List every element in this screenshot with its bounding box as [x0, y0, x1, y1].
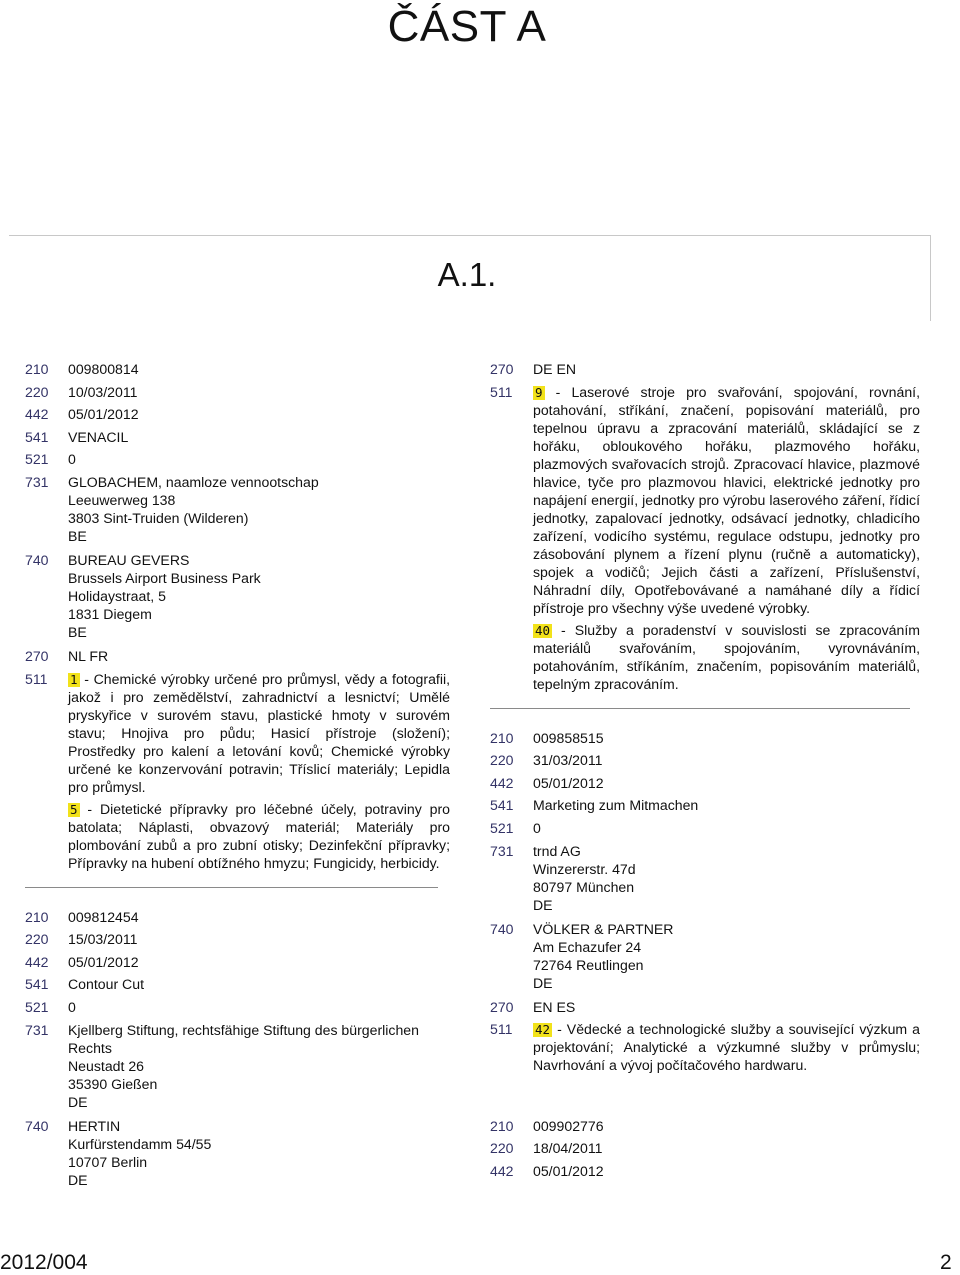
goods-services-list: [533, 383, 920, 693]
filing-date: 31/03/2011: [533, 752, 603, 769]
languages: NL FR: [68, 647, 109, 664]
address-line: DE: [68, 1171, 88, 1188]
trademark-entry: [25, 360, 450, 872]
field-code: 740: [25, 551, 49, 568]
address-line: VÖLKER & PARTNER: [533, 920, 674, 937]
filing-date: 18/04/2011: [533, 1140, 603, 1157]
entry-separator: [25, 887, 438, 888]
field-code: 541: [25, 428, 49, 445]
address-line: 80797 München: [533, 878, 635, 895]
applicant-address: [533, 842, 920, 914]
application-number: 009812454: [68, 908, 139, 925]
address-line: Leeuwerweg 138: [68, 491, 176, 508]
goods-services-list: [68, 670, 450, 872]
address-line: Am Echazufer 24: [533, 938, 642, 955]
field-code: 270: [25, 647, 49, 664]
address-line: DE: [533, 896, 553, 913]
representative-address: [533, 920, 920, 992]
field-code: 521: [25, 451, 49, 468]
mark-type: 0: [533, 819, 541, 836]
issue-number: 2012/004: [0, 1251, 88, 1274]
field-code: 740: [490, 920, 514, 937]
address-line: trnd AG: [533, 842, 581, 859]
address-line: DE: [68, 1093, 88, 1110]
field-code: 210: [490, 1117, 514, 1134]
representative-address: [68, 551, 450, 641]
address-line: Brussels Airport Business Park: [68, 569, 261, 586]
field-code: 740: [25, 1117, 49, 1134]
publication-date: 05/01/2012: [533, 774, 604, 791]
field-code: 442: [490, 774, 514, 791]
field-code: 731: [25, 1021, 49, 1038]
address-line: Holidaystraat, 5: [68, 587, 166, 604]
part-title: ČÁST A: [387, 2, 547, 51]
trademark-entry: [490, 729, 920, 1075]
field-code: 521: [490, 819, 514, 836]
languages: DE EN: [533, 361, 577, 377]
applicant-address: [68, 473, 450, 545]
field-code: 270: [490, 361, 514, 377]
field-code: 210: [25, 908, 49, 925]
mark-type: 0: [68, 451, 76, 468]
application-number: 009902776: [533, 1117, 604, 1134]
address-line: 10707 Berlin: [68, 1153, 148, 1170]
address-line: DE: [533, 974, 553, 991]
mark-text: VENACIL: [68, 428, 129, 445]
field-code: 270: [490, 998, 514, 1015]
address-line: HERTIN: [68, 1117, 121, 1134]
address-line: BE: [68, 623, 87, 640]
spacer: [490, 1079, 920, 1117]
field-code: 511: [25, 670, 48, 687]
address-line: GLOBACHEM, naamloze vennootschap: [68, 473, 319, 490]
field-code: 521: [25, 998, 49, 1015]
address-line: 35390 Gießen: [68, 1075, 158, 1092]
field-code: 220: [25, 383, 49, 400]
field-code: 442: [25, 953, 49, 970]
filing-date: 10/03/2011: [68, 383, 138, 400]
address-line: Neustadt 26: [68, 1057, 145, 1074]
address-line: Winzererstr. 47d: [533, 860, 636, 877]
right-column: [490, 360, 920, 1185]
left-column: [25, 360, 450, 1193]
application-number: 009800814: [68, 361, 139, 377]
field-code: 511: [490, 383, 513, 400]
address-line: BE: [68, 527, 87, 544]
class-description: - Dietetické přípravky pro léčebné účely, potraviny pro batolata; Náplasti, obvazový materiál; Materiály pro plombování zubů a pro zubní otisky; Dezinfekční přípravky; Přípravky na hubení obtížného hmyzu; Fungicidy, herbicidy.: [68, 800, 450, 871]
field-code: 210: [490, 729, 514, 746]
class-paragraph: [533, 1020, 920, 1074]
filing-date: 15/03/2011: [68, 931, 138, 948]
class-description: - Služby a poradenství v souvislosti se zpracováním materiálů svařováním, spojováním, vyrovnáváním, potahováním, stříkáním, značením, popisováním materiálů, tepelným zpracováním.: [533, 621, 920, 692]
mark-type: 0: [68, 998, 76, 1015]
field-code: 220: [25, 931, 49, 948]
class-description: - Laserové stroje pro svařování, spojování, rovnání, potahování, stříkání, značení, popisování materiálů, pro tepelnou úpravu a zpracování materiálů, skládající se z hořáku, obloukového hořáku, plazmového hořáku, plazmových svařovacích strojů. Zpracovací hlavice, plazmové hlavice, tyče pro plazmovou hlavici, elektrické jednotky pro napájení energií, jednotky pro výrobu laserového záření, řídicí jednotky, zapalovací jednotky, odsávací jednotky, chladicího zařízení, vodicího systému, regulace odstupu, jednotky pro zásobování plynem a řízení plynu (ručně a automaticky), spojek a vodičů; Jejich části a zařízení, Příslušenství, Náhradní díly, Opotřebovávané a namáhané díly a řídicí přístroje pro všechny výše uvedené výrobky.: [533, 383, 920, 616]
applicant-address: [68, 1021, 450, 1111]
field-code: 731: [25, 473, 49, 490]
publication-date: 05/01/2012: [533, 1162, 604, 1179]
class-number-badge: 42: [535, 1022, 551, 1038]
address-line: BUREAU GEVERS: [68, 551, 190, 568]
field-code: 220: [490, 752, 514, 769]
field-code: 731: [490, 842, 514, 859]
class-description: - Chemické výrobky určené pro průmysl, vědy a fotografii, jakož i pro zemědělství, zahradnictví a lesnictví; Umělé pryskyřice v surovém stavu, plastické hmoty v surovém stavu; Hnojiva pro půdu; Hasicí přístroje (složení); Prostředky pro kalení a letování kovů; Chemické výrobky určené ke konzervování potravin; Třísliсí materiály; Lepidla pro průmysl.: [68, 670, 450, 795]
address-line: Rechts: [68, 1039, 112, 1056]
goods-services-list: [533, 1020, 920, 1074]
class-paragraph: [68, 670, 450, 796]
page-number: 2: [940, 1251, 952, 1274]
address-line: 1831 Diegem: [68, 605, 152, 622]
class-number-badge: 9: [535, 384, 543, 400]
application-number: 009858515: [533, 729, 604, 746]
field-code: 220: [490, 1140, 514, 1157]
class-paragraph: [533, 621, 920, 693]
class-number-badge: 40: [535, 622, 551, 638]
class-number-badge: 1: [70, 671, 78, 687]
mark-text: Marketing zum Mitmachen: [533, 797, 699, 814]
field-code: 541: [490, 797, 514, 814]
languages: EN ES: [533, 998, 576, 1015]
representative-address: [68, 1117, 450, 1189]
mark-text: Contour Cut: [68, 976, 144, 993]
class-description: - Vědecké a technologické služby a související výzkum a projektování; Analytické a výzkumné služby v průmyslu; Navrhování a vývoj počítačového hardwaru.: [533, 1021, 921, 1074]
address-line: Kurfürstendamm 54/55: [68, 1135, 212, 1152]
class-paragraph: [68, 800, 450, 872]
field-code: 442: [490, 1162, 514, 1179]
entry-separator: [490, 708, 910, 709]
address-line: 3803 Sint-Truiden (Wilderen): [68, 509, 249, 526]
address-line: Kjellberg Stiftung, rechtsfähige Stiftung des bürgerlichen: [68, 1021, 419, 1038]
section-title: A.1.: [437, 256, 497, 293]
field-code: 210: [25, 361, 49, 377]
field-code: 541: [25, 976, 49, 993]
publication-date: 05/01/2012: [68, 953, 139, 970]
class-number-badge: 5: [70, 801, 78, 817]
trademark-entry-continued: [490, 360, 920, 693]
field-code: 442: [25, 406, 49, 423]
publication-date: 05/01/2012: [68, 406, 139, 423]
field-code: 511: [490, 1021, 513, 1038]
address-line: 72764 Reutlingen: [533, 956, 644, 973]
trademark-entry: [490, 1117, 920, 1180]
class-paragraph: [533, 383, 920, 617]
trademark-entry: [25, 908, 450, 1189]
